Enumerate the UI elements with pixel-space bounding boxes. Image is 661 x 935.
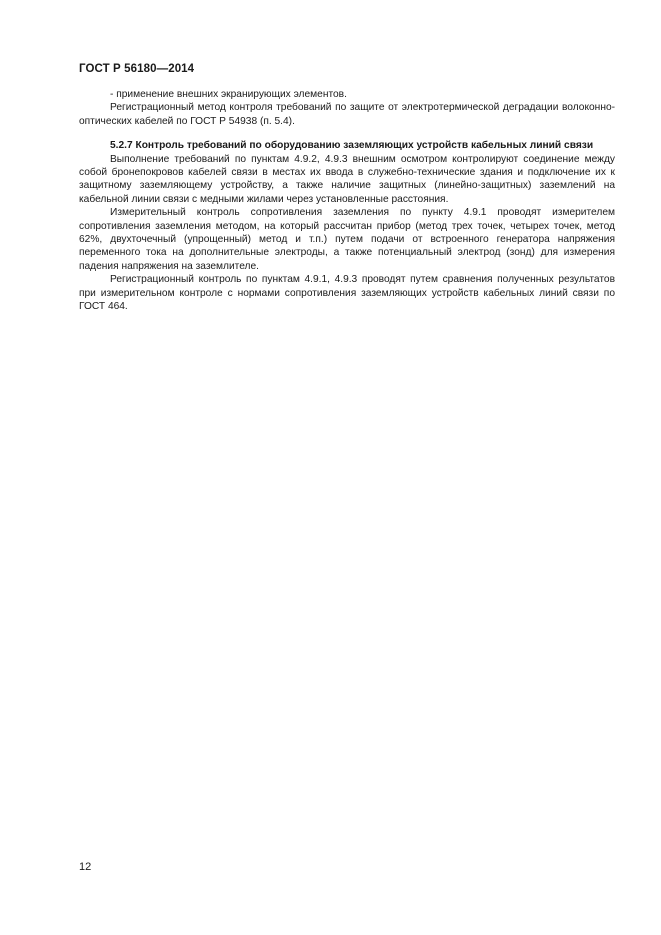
paragraph-registration-control: Регистрационный контроль по пунктам 4.9.1, 4.9.3 проводят путем сравнения полученных результатов при измерительном контроле с нормами сопротивления заземляющих устройств кабельных линий связи по ГОСТ 464.: [79, 274, 615, 313]
paragraph-bullet: - применение внешних экранирующих элементов.: [110, 89, 347, 100]
document-body: [79, 88, 615, 314]
paragraph-visual-inspection: Выполнение требований по пунктам 4.9.2, 4.9.3 внешним осмотром контролируют соединение между собой бронепокровов кабелей связи в местах их ввода в служебно-технические здания и подключение их к защитному заземляющему устройству, а также наличие защитных (линейно-защитных) заземлений на кабельной линии связи с медными жилами через установленные расстояния.: [79, 153, 615, 205]
paragraph-registration-method: Регистрационный метод контроля требований по защите от электротермической деградации волоконно-оптических кабелей по ГОСТ Р 54938 (п. 5.4).: [79, 102, 615, 127]
section-heading-5-2-7: 5.2.7 Контроль требований по оборудованию заземляющих устройств кабельных линий связи: [110, 140, 594, 152]
paragraph-measurement-control: Измерительный контроль сопротивления заземления по пункту 4.9.1 проводят измерителем сопротивления заземления методом, на который рассчитан прибор (метод трех точек, четырех точек, метод 62%, двухточечный (упрощенный) метод и т.п.) путем подачи от встроенного генератора напряжения переменного тока на дополнительные электроды, а также потенциальный электрод (зонд) для измерения падения напряжения на заземлителе.: [79, 207, 615, 272]
page-header-standard-id: ГОСТ Р 56180—2014: [79, 63, 195, 75]
page-number: 12: [79, 861, 92, 873]
spacer: [79, 128, 615, 139]
